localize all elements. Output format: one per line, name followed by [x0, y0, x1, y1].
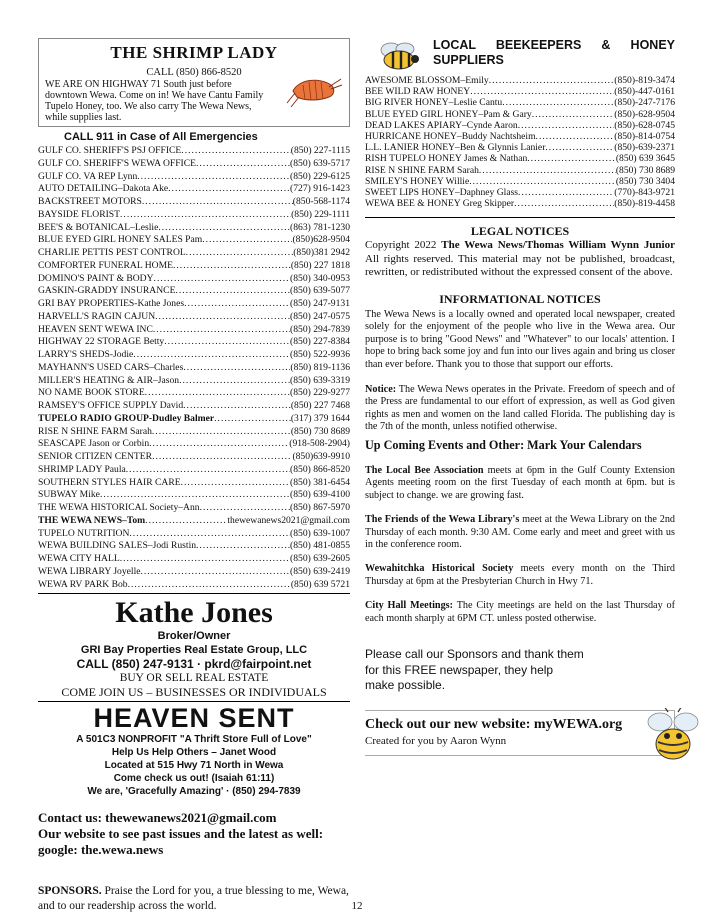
- beekeeper-leader-dots: [489, 75, 615, 86]
- kathe-buysell: BUY OR SELL REAL ESTATE: [119, 672, 269, 685]
- directory-name: SOUTHERN STYLES HAIR CARE: [38, 476, 181, 488]
- directory-row: [38, 540, 350, 553]
- beekeepers-header: [365, 38, 675, 72]
- directory-row: [38, 171, 350, 184]
- business-directory: [38, 145, 350, 591]
- beekeeper-name: L.L. LANIER HONEY–Ben & Glynnis Lanier: [365, 142, 546, 154]
- directory-row: [38, 247, 350, 260]
- beekeeper-name: WEWA BEE & HONEY Greg Skipper: [365, 198, 515, 210]
- directory-phone: (850) 481-0855: [290, 540, 350, 552]
- directory-leader-dots: [196, 540, 290, 553]
- directory-leader-dots: [137, 171, 290, 184]
- beekeeper-name: DEAD LAKES APIARY–Cynde Aaron: [365, 119, 518, 131]
- heaven-line-3: Located at 515 Hwy 71 North in Wewa: [104, 760, 284, 772]
- emergency-heading: CALL 911 in Case of All Emergencies: [64, 131, 258, 143]
- directory-phone: (850) 247-9131: [290, 298, 350, 309]
- beekeeper-leader-dots: [514, 198, 614, 209]
- contact-block: [38, 810, 350, 858]
- directory-leader-dots: [200, 502, 290, 515]
- beekeeper-row: [365, 109, 675, 120]
- directory-phone: (850) 819-1136: [290, 361, 350, 373]
- contact-email[interactable]: Contact us: thewewanews2021@gmail.com: [38, 810, 277, 826]
- directory-phone: (850) 247-0575: [290, 310, 350, 322]
- directory-row: [38, 464, 350, 477]
- directory-row: [38, 413, 350, 426]
- beekeeper-name: HURRICANE HONEY–Buddy Nachtsheim: [365, 131, 536, 143]
- directory-phone: (850) 229-6125: [290, 170, 350, 182]
- beekeeper-phone: (850)-639-2371: [614, 142, 675, 154]
- directory-phone: (850) 639-5717: [290, 157, 350, 169]
- beekeeper-phone: (850) 639 3645: [615, 153, 675, 165]
- directory-row: [38, 515, 350, 528]
- heaven-line-1: A 501C3 NONPROFIT "A Thrift Store Full of Love": [76, 734, 312, 746]
- directory-name: NO NAME BOOK STORE: [38, 387, 145, 399]
- directory-name: TUPELO NUTRITION: [38, 527, 130, 539]
- contact-google[interactable]: google: the.wewa.news: [38, 842, 164, 858]
- directory-name: RAMSEY'S OFFICE SUPPLY David: [38, 400, 184, 411]
- directory-phone: (850) 730 8689: [290, 425, 350, 437]
- directory-leader-dots: [142, 196, 293, 209]
- directory-name: WEWA LIBRARY Joyelle: [38, 565, 141, 577]
- beekeeper-leader-dots: [532, 109, 615, 120]
- beekeeper-leader-dots: [502, 97, 614, 108]
- directory-leader-dots: [100, 489, 290, 502]
- heaven-sent-ad: [38, 701, 350, 798]
- directory-phone: (850) 639-2419: [290, 565, 350, 577]
- directory-phone: (850)639-9910: [292, 451, 350, 462]
- directory-name: HIGHWAY 22 STORAGE Betty: [38, 336, 165, 348]
- legal-pre: Copyright 2022: [365, 239, 442, 252]
- beekeeper-phone: (850)-819-3474: [614, 75, 675, 86]
- heaven-line-5: We are, 'Gracefully Amazing' · (850) 294-7839: [87, 786, 301, 798]
- directory-row: [38, 336, 350, 349]
- thanks-note: Please call our Sponsors and thank them for this FREE newspaper, they help make possible.: [365, 647, 584, 693]
- directory-name: CHARLIE PETTIS PEST CONTROL: [38, 247, 186, 258]
- directory-leader-dots: [202, 234, 292, 247]
- directory-leader-dots: [214, 413, 291, 426]
- directory-row: [38, 451, 350, 464]
- sponsors-label: SPONSORS.: [38, 885, 102, 898]
- directory-name: HARVELL'S RAGIN CAJUN: [38, 310, 156, 322]
- beekeeper-row: [365, 131, 675, 142]
- beekeeper-name: RISE N SHINE FARM Sarah: [365, 164, 479, 176]
- directory-row: [38, 234, 350, 247]
- directory-phone: (850) 639-1007: [290, 527, 350, 539]
- directory-phone: (850) 227-8384: [290, 336, 350, 348]
- notice-label: Notice:: [365, 383, 397, 395]
- beekeeper-name: SWEET LIPS HONEY–Daphney Glass: [365, 187, 519, 199]
- directory-phone: (850)381 2942: [293, 247, 350, 258]
- beekeeper-leader-dots: [518, 187, 614, 198]
- beekeeper-phone: (850)-628-9504: [614, 108, 675, 120]
- directory-phone: (850)628-9504: [292, 234, 350, 246]
- directory-leader-dots: [196, 158, 290, 171]
- directory-row: [38, 145, 350, 158]
- directory-name: SEASCAPE Jason or Corbin: [38, 438, 150, 450]
- directory-row: [38, 285, 350, 298]
- heaven-line-2: Help Us Help Others – Janet Wood: [111, 747, 277, 759]
- directory-leader-dots: [129, 528, 290, 541]
- kathe-jones-ad: [38, 593, 350, 699]
- directory-row: [38, 489, 350, 502]
- directory-leader-dots: [133, 349, 290, 362]
- directory-leader-dots: [184, 298, 290, 311]
- shrimp-lady-ad: [38, 38, 350, 127]
- directory-row: [38, 528, 350, 541]
- legal-owner: The Wewa News/Thomas William Wynn Junior: [441, 239, 675, 252]
- directory-name: BEE'S & BOTANICAL–Leslie: [38, 221, 159, 233]
- beekeeper-name: AWESOME BLOSSOM–Emily: [365, 75, 489, 86]
- bee-icon: [371, 40, 427, 72]
- event-library-name: The Friends of the Wewa Library's: [365, 514, 520, 526]
- legal-post: All rights reserved. This material may not be published, broadcast, rewritten, or redistributed without the expressed consent of the above.: [365, 252, 675, 279]
- directory-leader-dots: [120, 209, 291, 222]
- sponsors-text: Praise the Lord for you, a true blessing to me, Wewa, and to our readership across the world.: [38, 885, 349, 913]
- directory-phone: (850) 639 5721: [290, 578, 350, 590]
- website-credit: Created for you by Aaron Wynn: [365, 734, 507, 747]
- directory-phone: (850) 294-7839: [290, 323, 350, 335]
- directory-name: WEWA RV PARK Bob: [38, 578, 128, 590]
- directory-phone: (918-508-2904): [289, 438, 350, 450]
- directory-row: [38, 426, 350, 439]
- event-historical-text: meets every month on the Third Thursday at 6pm at the Presbyterian Church in Hwy 71.: [365, 563, 675, 587]
- directory-phone: (850) 229-9277: [290, 387, 350, 399]
- event-bee-association: [365, 465, 675, 502]
- directory-name: GASKIN-GRADDY INSURANCE: [38, 285, 176, 297]
- directory-row: [38, 375, 350, 388]
- event-city-text: The City meetings are held on the last Thursday of each month sharply at 6PM CT. unless posted otherwise.: [365, 600, 675, 624]
- directory-phone: (850) 522-9936: [290, 349, 350, 360]
- directory-leader-dots: [154, 273, 291, 286]
- directory-leader-dots: [155, 311, 290, 324]
- directory-phone: (850) 639-4100: [290, 489, 350, 501]
- directory-leader-dots: [128, 579, 291, 592]
- directory-leader-dots: [141, 566, 291, 579]
- directory-phone: (850) 381-6454: [290, 476, 350, 488]
- beekeeper-phone: (770)-843-9721: [614, 187, 675, 199]
- directory-leader-dots: [175, 285, 290, 298]
- directory-leader-dots: [152, 451, 292, 464]
- kathe-join: COME JOIN US – BUSINESSES OR INDIVIDUALS: [61, 685, 327, 700]
- cartoon-bee-icon: [638, 708, 708, 764]
- directory-phone: (850) 227 1818: [290, 259, 350, 271]
- directory-phone: (850) 639-2605: [290, 553, 350, 564]
- heaven-line-4: Come check us out! (Isaiah 61:11): [113, 773, 275, 785]
- directory-leader-dots: [152, 426, 291, 439]
- beekeeper-leader-dots: [545, 142, 614, 153]
- directory-name: GULF CO. SHERIFF'S PSJ OFFICE: [38, 145, 182, 156]
- directory-row: [38, 311, 350, 324]
- beekeeper-phone: (850)-819-4458: [614, 198, 675, 210]
- beekeeper-leader-dots: [536, 131, 615, 142]
- event-city-hall: [365, 600, 675, 625]
- directory-name: SENIOR CITIZEN CENTER: [38, 451, 153, 462]
- directory-name: COMFORTER FUNERAL HOME: [38, 259, 173, 271]
- beekeeper-name: BIG RIVER HONEY–Leslie Cantu: [365, 97, 503, 109]
- event-historical-name: Wewahitchka Historical Society: [365, 563, 514, 575]
- beekeeper-row: [365, 153, 675, 164]
- directory-row: [38, 502, 350, 515]
- directory-phone: thewewanews2021@gmail.com: [227, 514, 350, 526]
- left-column: [38, 38, 350, 914]
- directory-leader-dots: [181, 145, 290, 158]
- shrimp-icon: [285, 73, 343, 109]
- beekeeper-phone: (850)-247-7176: [614, 97, 675, 109]
- directory-phone: (850) 227-1115: [290, 145, 350, 156]
- directory-leader-dots: [168, 183, 290, 196]
- directory-row: [38, 158, 350, 171]
- beekeeper-leader-dots: [479, 165, 616, 176]
- beekeeper-name: RISH TUPELO HONEY James & Nathan: [365, 153, 528, 165]
- directory-leader-dots: [149, 438, 289, 451]
- directory-row: [38, 579, 350, 592]
- directory-name: AUTO DETAILING–Dakota Ake: [38, 183, 169, 195]
- beekeeper-leader-dots: [518, 120, 615, 131]
- website-box: [365, 710, 675, 756]
- directory-row: [38, 477, 350, 490]
- website-link[interactable]: Check out our new website: myWEWA.org: [365, 716, 623, 732]
- directory-name: THE WEWA NEWS–Tom: [38, 514, 146, 526]
- beekeepers-title: LOCAL BEEKEEPERS & HONEY SUPPLIERS: [433, 38, 675, 67]
- directory-name: THE WEWA HISTORICAL Society–Ann: [38, 502, 200, 513]
- shrimp-lady-text: WE ARE ON HIGHWAY 71 South just before downtown Wewa. Come on in! We have Cantu Family Tupelo Honey, too. We also carry The Wewa News, while supplies last.: [45, 79, 264, 123]
- beekeeper-phone: (850)-814-0754: [614, 131, 675, 143]
- directory-name: BACKSTREET MOTORS: [38, 196, 142, 207]
- directory-row: [38, 400, 350, 413]
- beekeeper-phone: (850) 730 8689: [615, 164, 675, 176]
- directory-name: SUBWAY Mike: [38, 489, 100, 501]
- beekeeper-row: [365, 97, 675, 108]
- shrimp-lady-call: CALL (850) 866-8520: [146, 67, 242, 78]
- info-title: INFORMATIONAL NOTICES: [439, 291, 601, 306]
- notice-body: The Wewa News operates in the Private. Freedom of speech and of the Press are fundamental to our effort of expression, as well as God given rights as men and women on the land called Florida. The publishing day is the 7th of the month, unless notified otherwise.: [365, 383, 675, 433]
- beekeeper-leader-dots: [469, 176, 616, 187]
- directory-leader-dots: [120, 553, 290, 566]
- directory-name: HEAVEN SENT WEWA INC: [38, 323, 153, 335]
- directory-row: [38, 438, 350, 451]
- directory-name: MAYHANN'S USED CARS–Charles: [38, 361, 184, 373]
- event-city-name: City Hall Meetings:: [365, 600, 454, 612]
- events-title: Up Coming Events and Other: Mark Your Calendars: [365, 438, 642, 452]
- directory-leader-dots: [153, 324, 290, 337]
- directory-leader-dots: [179, 375, 290, 388]
- directory-row: [38, 298, 350, 311]
- directory-name: GRI BAY PROPERTIES-Kathe Jones: [38, 298, 185, 309]
- beekeeper-name: SMILEY'S HONEY Willie: [365, 175, 470, 187]
- directory-name: WEWA CITY HALL: [38, 553, 120, 564]
- beekeeper-leader-dots: [527, 153, 616, 164]
- directory-phone: (727) 916-1423: [290, 183, 350, 195]
- directory-leader-dots: [158, 222, 290, 235]
- directory-row: [38, 553, 350, 566]
- directory-row: [38, 566, 350, 579]
- beekeeper-leader-dots: [470, 86, 614, 97]
- directory-leader-dots: [173, 260, 291, 273]
- directory-phone: (317) 379 1644: [290, 412, 350, 424]
- event-library: [365, 514, 675, 551]
- directory-phone: (850) 866-8520: [290, 463, 350, 475]
- shrimp-lady-title: THE SHRIMP LADY: [110, 43, 278, 62]
- beekeeper-row: [365, 187, 675, 198]
- directory-row: [38, 273, 350, 286]
- directory-name: TUPELO RADIO GROUP-Dudley Balmer: [38, 412, 215, 424]
- directory-row: [38, 387, 350, 400]
- beekeeper-row: [365, 75, 675, 86]
- legal-text: [365, 239, 675, 279]
- right-column: [365, 38, 675, 756]
- directory-row: [38, 362, 350, 375]
- event-bee-text: meets at 6pm in the Gulf County Extension Agents meeting room on the first Tuesday of each month at 6pm. but is subject to change. we are growing fast.: [365, 465, 675, 501]
- directory-row: [38, 260, 350, 273]
- contact-website-note: Our website to see past issues and the latest as well:: [38, 826, 324, 842]
- directory-name: BLUE EYED GIRL HONEY SALES Pam: [38, 234, 203, 246]
- beekeepers-list: [365, 75, 675, 209]
- directory-phone: (850) 227 7468: [290, 400, 350, 411]
- directory-leader-dots: [186, 247, 294, 260]
- beekeeper-row: [365, 142, 675, 153]
- directory-leader-dots: [145, 387, 290, 400]
- event-bee-name: The Local Bee Association: [365, 465, 484, 476]
- kathe-company: GRI Bay Properties Real Estate Group, LLC: [80, 644, 308, 657]
- directory-name: RISE N SHINE FARM Sarah: [38, 425, 152, 437]
- directory-name: LARRY'S SHEDS-Jodie: [38, 349, 134, 360]
- kathe-name: Kathe Jones: [115, 596, 273, 630]
- beekeeper-phone: (850)-628-0745: [614, 119, 675, 131]
- page-number: 12: [351, 900, 363, 912]
- directory-name: DOMINO'S PAINT & BODY: [38, 272, 154, 284]
- directory-name: GULF CO. VA REP Lynn: [38, 170, 138, 182]
- directory-leader-dots: [183, 362, 290, 375]
- beekeeper-name: BLUE EYED GIRL HONEY–Pam & Gary: [365, 108, 532, 120]
- beekeeper-row: [365, 86, 675, 97]
- directory-phone: (850) 867-5970: [290, 502, 350, 513]
- directory-leader-dots: [145, 515, 227, 528]
- beekeeper-phone: (850)-447-0161: [614, 86, 675, 98]
- directory-name: SHRIMP LADY Paula: [38, 463, 126, 475]
- directory-row: [38, 196, 350, 209]
- event-historical: [365, 563, 675, 588]
- directory-phone: (850) 229-1111: [291, 208, 350, 220]
- beekeeper-row: [365, 165, 675, 176]
- directory-leader-dots: [126, 464, 290, 477]
- directory-leader-dots: [164, 336, 290, 349]
- kathe-phone: CALL (850) 247-9131 · pkrd@fairpoint.net: [76, 657, 312, 672]
- beekeeper-row: [365, 176, 675, 187]
- directory-phone: (850) 639-5077: [290, 285, 350, 297]
- heaven-sent-title: HEAVEN SENT: [93, 703, 295, 734]
- directory-row: [38, 324, 350, 337]
- directory-leader-dots: [181, 477, 290, 490]
- kathe-role: Broker/Owner: [157, 630, 231, 643]
- info-text: The Wewa News is a locally owned and operated local newspaper, created solely for the enjoyment of the people who live in the Wewa area. Our purpose is to bring "Good News" and "Whatever" to our locals' attention. I hope to bring back some joy and fun into our lives again and bring us closer than ever before. Thank you to those that support our efforts.: [365, 308, 675, 371]
- beekeeper-name: BEE WILD RAW HONEY: [365, 86, 471, 98]
- directory-phone: (850) 340-0953: [290, 272, 350, 284]
- directory-phone: (863) 781-1230: [290, 221, 350, 233]
- beekeeper-phone: (850) 730 3404: [615, 175, 675, 187]
- beekeeper-row: [365, 198, 675, 209]
- notice-text: [365, 384, 675, 434]
- directory-row: [38, 183, 350, 196]
- directory-name: BAYSIDE FLORIST: [38, 208, 121, 220]
- directory-row: [38, 222, 350, 235]
- directory-name: MILLER'S HEATING & AIR–Jason: [38, 374, 180, 386]
- event-library-text: meet at the Wewa Library on the 2nd Thursday of each month. 9:30 AM. Come early and meet and greet with us in the conference room.: [365, 514, 676, 551]
- directory-row: [38, 349, 350, 362]
- beekeeper-row: [365, 120, 675, 131]
- legal-title: LEGAL NOTICES: [365, 217, 675, 239]
- directory-leader-dots: [183, 400, 291, 413]
- directory-name: GULF CO. SHERIFF'S WEWA OFFICE: [38, 157, 197, 169]
- directory-phone: (850) 639-3319: [290, 374, 350, 386]
- directory-name: WEWA BUILDING SALES–Jodi Rustin: [38, 540, 197, 552]
- directory-row: [38, 209, 350, 222]
- directory-phone: (850-568-1174: [292, 196, 350, 207]
